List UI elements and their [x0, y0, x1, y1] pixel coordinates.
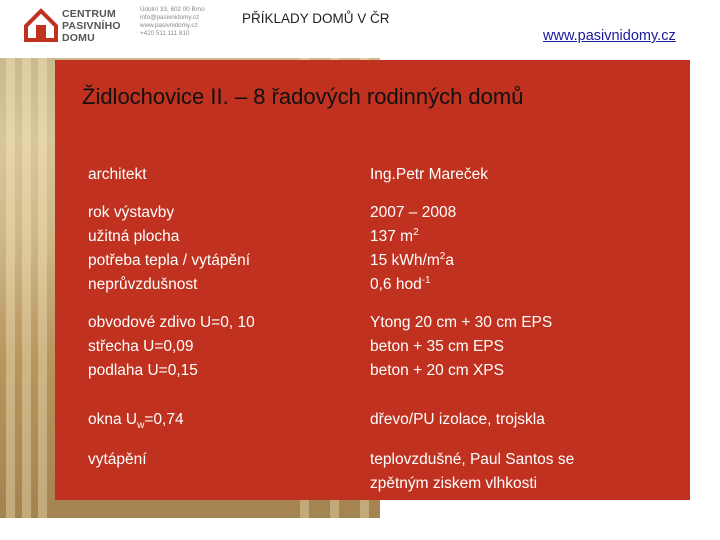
heat-value: 15 kWh/$m^2a$	[370, 250, 454, 269]
floor-value: beton + 20 cm XPS	[370, 362, 504, 379]
airtightness-label: neprůvzdušnost	[88, 276, 198, 293]
heat-label: potřeba tepla / vytápění	[88, 252, 251, 269]
logo-text	[62, 8, 121, 44]
logo-line: DOMU	[62, 32, 95, 44]
floor-label: podlaha U=0,15	[88, 362, 198, 379]
contact-block	[140, 6, 205, 38]
slide-title: Židlochovice II. – 8 řadových rodinných domů	[82, 84, 524, 109]
roof-label: střecha U=0,09	[88, 338, 194, 355]
year-label: rok výstavby	[88, 204, 175, 221]
area-label: užitná plocha	[88, 228, 180, 245]
contact-line: +420 511 111 810	[140, 30, 190, 38]
roof-value: beton + 35 cm EPS	[370, 338, 504, 355]
window-value: dřevo/PU izolace, trojskla	[370, 411, 545, 428]
page-heading: PŘÍKLADY DOMŮ V ČR	[242, 11, 390, 26]
logo-line: PASIVNÍHO	[62, 20, 121, 32]
architect-value: Ing.Petr Mareček	[370, 166, 489, 183]
logo-line: CENTRUM	[62, 8, 116, 20]
contact-line: info@pasivnidomy.cz	[140, 14, 200, 22]
house-logo-icon	[24, 8, 58, 42]
params-labels	[88, 201, 250, 297]
architect-label: architekt	[88, 166, 147, 183]
wall-value: Ytong 20 cm + 30 cm EPS	[370, 314, 553, 331]
year-value: 2007 – 2008	[370, 204, 457, 221]
contact-line: Údolní 33, 602 00 Brno	[140, 6, 205, 13]
website-link[interactable]: www.pasivnidomy.cz	[543, 28, 676, 44]
envelope-labels	[88, 311, 255, 383]
window-label: okna $U_w=0,74$	[88, 411, 184, 432]
airtightness-value: 0,6 hod$^{-1}$	[370, 274, 431, 293]
envelope-values	[370, 311, 552, 383]
contact-line: www.pasivnidomy.cz	[140, 22, 198, 30]
params-values	[370, 201, 456, 297]
wall-label: obvodové zdivo U=0, 10	[88, 314, 255, 331]
heating-label: vytápění	[88, 451, 147, 468]
heating-value: teplovzdušné, Paul Santos se zpětným ziskem vlhkosti	[370, 451, 575, 492]
area-value: 137 $m^2$	[370, 226, 419, 245]
